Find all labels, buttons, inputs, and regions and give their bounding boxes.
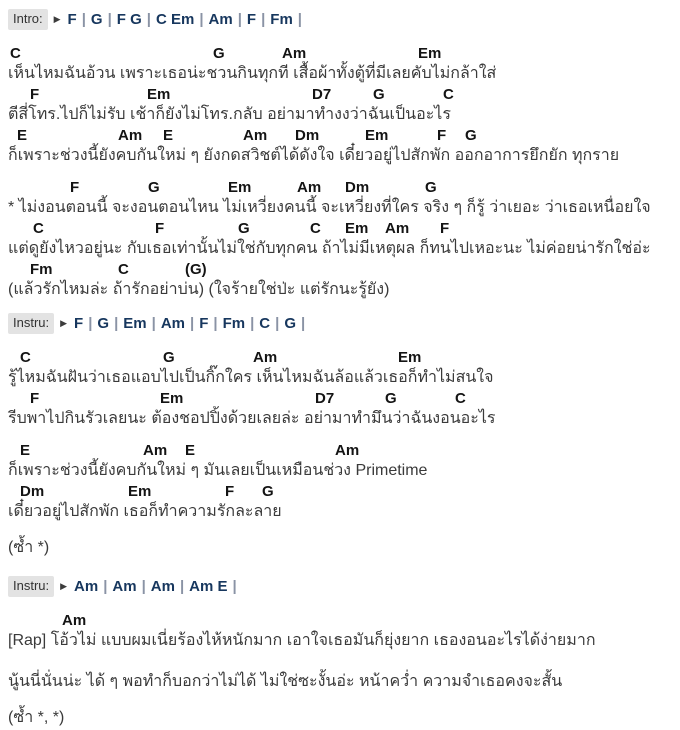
- chord: Am: [118, 127, 143, 144]
- lyric-line: แต่ดูยังไหวอยู่นะ กับเธอเท่านั้นไม่ใช่กับทุกคน ถ้าไม่มีเหตุผล ก็ทนไปเหอะนะ ไม่ค่อยน่ารักใช่อ่ะ: [8, 240, 651, 257]
- chord: Em: [228, 179, 252, 196]
- section-chord-sequence: [74, 315, 310, 332]
- lyric-line: (แล้วรักไหมล่ะ ถ้ารักอย่าบ่น) (ใจร้ายใช่ป่ะ แต่รักนะรู้ยัง): [8, 281, 390, 298]
- chord-row: [8, 612, 670, 629]
- chord: C: [10, 45, 21, 62]
- chord: E: [163, 127, 174, 144]
- chord-lyric-line: [8, 86, 670, 127]
- chord: F: [225, 483, 235, 500]
- chord-row: [8, 390, 670, 407]
- chord: C Em: [156, 11, 195, 28]
- chord: Am: [208, 11, 233, 28]
- lyric-line: รู้ไหมฉันฝันว่าเธอแอบไปเป็นกิ๊กใคร เห็นไหมฉันล้อแล้วเธอก็ทำไม่สนใจ: [8, 369, 494, 386]
- chord-lyric-line: [8, 442, 670, 483]
- chord-separator: |: [232, 578, 237, 595]
- chord: Dm: [345, 179, 370, 196]
- chord: D7: [315, 390, 335, 407]
- chord: F: [246, 11, 257, 28]
- chord: (G): [185, 261, 207, 278]
- chord: Fm: [30, 261, 53, 278]
- chord-separator: |: [88, 315, 93, 332]
- chord: Em: [147, 86, 171, 103]
- chord: Am: [282, 45, 307, 62]
- chord: C: [443, 86, 454, 103]
- chord: Em: [365, 127, 389, 144]
- lyric-block: [8, 612, 670, 694]
- chord-separator: |: [275, 315, 280, 332]
- chord-separator: |: [151, 315, 156, 332]
- chord: G: [465, 127, 477, 144]
- chord: Am: [62, 612, 87, 629]
- section-label-badge: Intro:: [8, 9, 48, 30]
- chord: Em: [128, 483, 152, 500]
- section-marker-instru: [8, 576, 670, 597]
- play-icon: ▶: [60, 318, 68, 328]
- lyric-line: นู้นนี่นั่นน่ะ ได้ ๆ พอทำก็บอกว่าไม่ได้ ไม่ใช่ซะงั้นอ่ะ หน้าคว่ำ ความจำเธอคงจะสั้น: [8, 673, 563, 690]
- chord-lyric-line: [8, 220, 670, 261]
- lyric-block: [8, 179, 670, 302]
- chord-row: [8, 442, 670, 459]
- chord-lyric-line: [8, 390, 670, 431]
- chord: Dm: [295, 127, 320, 144]
- chord-separator: |: [114, 315, 119, 332]
- chord: C: [310, 220, 321, 237]
- chord-row: [8, 45, 670, 62]
- section-chord-sequence: [74, 578, 242, 595]
- chord: G: [425, 179, 437, 196]
- chord: G: [385, 390, 397, 407]
- lyric-block: [8, 442, 670, 524]
- chord: E: [20, 442, 31, 459]
- chord: G: [90, 11, 103, 28]
- chord: G: [163, 349, 175, 366]
- lyric-block: [8, 45, 670, 168]
- chord: Am: [112, 578, 137, 595]
- chord: E: [185, 442, 196, 459]
- lyric-line: [Rap] โอ้วไม่ แบบผมเนี่ยร้องไห้หนักมาก เอาใจเธอมันก็ยุ่งยาก เธองอนอะไรได้ง่ายมาก: [8, 632, 596, 649]
- chord: G: [284, 315, 297, 332]
- chord: C: [455, 390, 466, 407]
- chord: F: [30, 86, 40, 103]
- chord: C: [118, 261, 129, 278]
- chord-separator: |: [250, 315, 255, 332]
- chord: F: [30, 390, 40, 407]
- chord: F: [74, 315, 84, 332]
- section-marker-intro: [8, 9, 670, 30]
- chord: Fm: [222, 315, 246, 332]
- chord-separator: |: [199, 11, 204, 28]
- chord-row: [8, 261, 670, 278]
- repeat-note: (ซ้ำ *, *): [8, 709, 65, 726]
- chord: Am: [253, 349, 278, 366]
- chord: G: [148, 179, 160, 196]
- chord: G: [213, 45, 225, 62]
- chord-lyric-line: [8, 612, 670, 653]
- chord-lyric-line: [8, 179, 670, 220]
- chord: Em: [123, 315, 147, 332]
- chord: F: [70, 179, 80, 196]
- lyric-line: * ไม่งอนตอนนี้ จะงอนตอนไหน ไม่เหวี่ยงคนนี้ จะเหวี่ยงที่ใคร จริง ๆ ก็รู้ ว่าเยอะ ว่าเธอเหนื่อยใจ: [8, 199, 651, 216]
- chord: G: [238, 220, 250, 237]
- chord-separator: |: [261, 11, 266, 28]
- chord-row: [8, 220, 670, 237]
- chord: F: [67, 11, 77, 28]
- repeat-note: (ซ้ำ *): [8, 539, 50, 556]
- section-chord-sequence: [68, 11, 307, 28]
- chord-separator: |: [213, 315, 218, 332]
- chord: F: [440, 220, 450, 237]
- chord-row: [8, 653, 670, 670]
- chord: F G: [116, 11, 142, 28]
- chord-separator: |: [301, 315, 306, 332]
- chord: Am: [150, 578, 175, 595]
- chord: Em: [398, 349, 422, 366]
- chord: Am E: [189, 578, 228, 595]
- chord-lyric-line: [8, 261, 670, 302]
- section-marker-instru: [8, 313, 670, 334]
- section-label-badge: Instru:: [8, 576, 54, 597]
- lyric-block: [8, 349, 670, 431]
- chord-row: [8, 349, 670, 366]
- chord-lyric-line: [8, 127, 670, 168]
- chord-lyric-line: [8, 349, 670, 390]
- chord: G: [262, 483, 274, 500]
- chord-row: [8, 86, 670, 103]
- chord-separator: |: [179, 578, 185, 595]
- chord-separator: |: [103, 578, 108, 595]
- chord: Am: [74, 578, 99, 595]
- chord: G: [97, 315, 110, 332]
- play-icon: ▶: [53, 14, 61, 24]
- chord: Fm: [270, 11, 293, 28]
- lyric-line: ก็เพราะช่วงนี้ยังคบกันใหม่ ๆ มันเลยเป็นเหมือนช่วง Primetime: [8, 462, 428, 479]
- lyric-line: เห็นไหมฉันอ้วน เพราะเธอน่ะชวนกินทุกที เสื้อผ้าทั้งตู้ที่มีเลยคับไม่กล้าใส่: [8, 65, 497, 82]
- chord: Am: [335, 442, 360, 459]
- chord-row: [8, 483, 670, 500]
- lyric-line: รีบพาไปกินรัวเลยนะ ต้องชอปปิ้งด้วยเลยล่ะ อย่ามาทำมึนว่าฉันงอนอะไร: [8, 410, 496, 427]
- chord: F: [437, 127, 447, 144]
- play-icon: ▶: [60, 581, 68, 591]
- chord-separator: |: [297, 11, 302, 28]
- chord: F: [199, 315, 209, 332]
- chord: Am: [297, 179, 322, 196]
- chord: G: [373, 86, 385, 103]
- chord-separator: |: [190, 315, 195, 332]
- chord: Em: [418, 45, 442, 62]
- chord-row: [8, 127, 670, 144]
- chord: F: [155, 220, 165, 237]
- chord-lyric-line: [8, 653, 670, 694]
- chord: C: [33, 220, 44, 237]
- chord-separator: |: [141, 578, 146, 595]
- chord: Am: [243, 127, 268, 144]
- chord-separator: |: [237, 11, 242, 28]
- chord: Am: [143, 442, 168, 459]
- chord: E: [17, 127, 28, 144]
- lyric-line: ตีสี่โทร.ไปก็ไม่รับ เช้าก็ยังไม่โทร.กลับ อย่ามาทำงงว่าฉันเป็นอะไร: [8, 106, 451, 123]
- section-label-badge: Instru:: [8, 313, 54, 334]
- chord-row: [8, 179, 670, 196]
- chord: Em: [345, 220, 369, 237]
- chord: C: [259, 315, 271, 332]
- chord: Em: [160, 390, 184, 407]
- chord: Am: [385, 220, 410, 237]
- chord: Am: [160, 315, 186, 332]
- lyric-line: ก็เพราะช่วงนี้ยังคบกันใหม่ ๆ ยังกดสวิชต์ได้ดังใจ เดี๋ยวอยู่ไปสักพัก ออกอาการยึกยัก ทุกราย: [8, 147, 620, 164]
- chord-lyric-line: [8, 45, 670, 86]
- chord-separator: |: [146, 11, 151, 28]
- chord: Dm: [20, 483, 45, 500]
- chord-separator: |: [81, 11, 86, 28]
- chord-separator: |: [107, 11, 112, 28]
- chord: C: [20, 349, 31, 366]
- chord: D7: [312, 86, 332, 103]
- chord-lyric-line: [8, 483, 670, 524]
- lyric-line: เดี๋ยวอยู่ไปสักพัก เธอก็ทำความรักละลาย: [8, 503, 282, 520]
